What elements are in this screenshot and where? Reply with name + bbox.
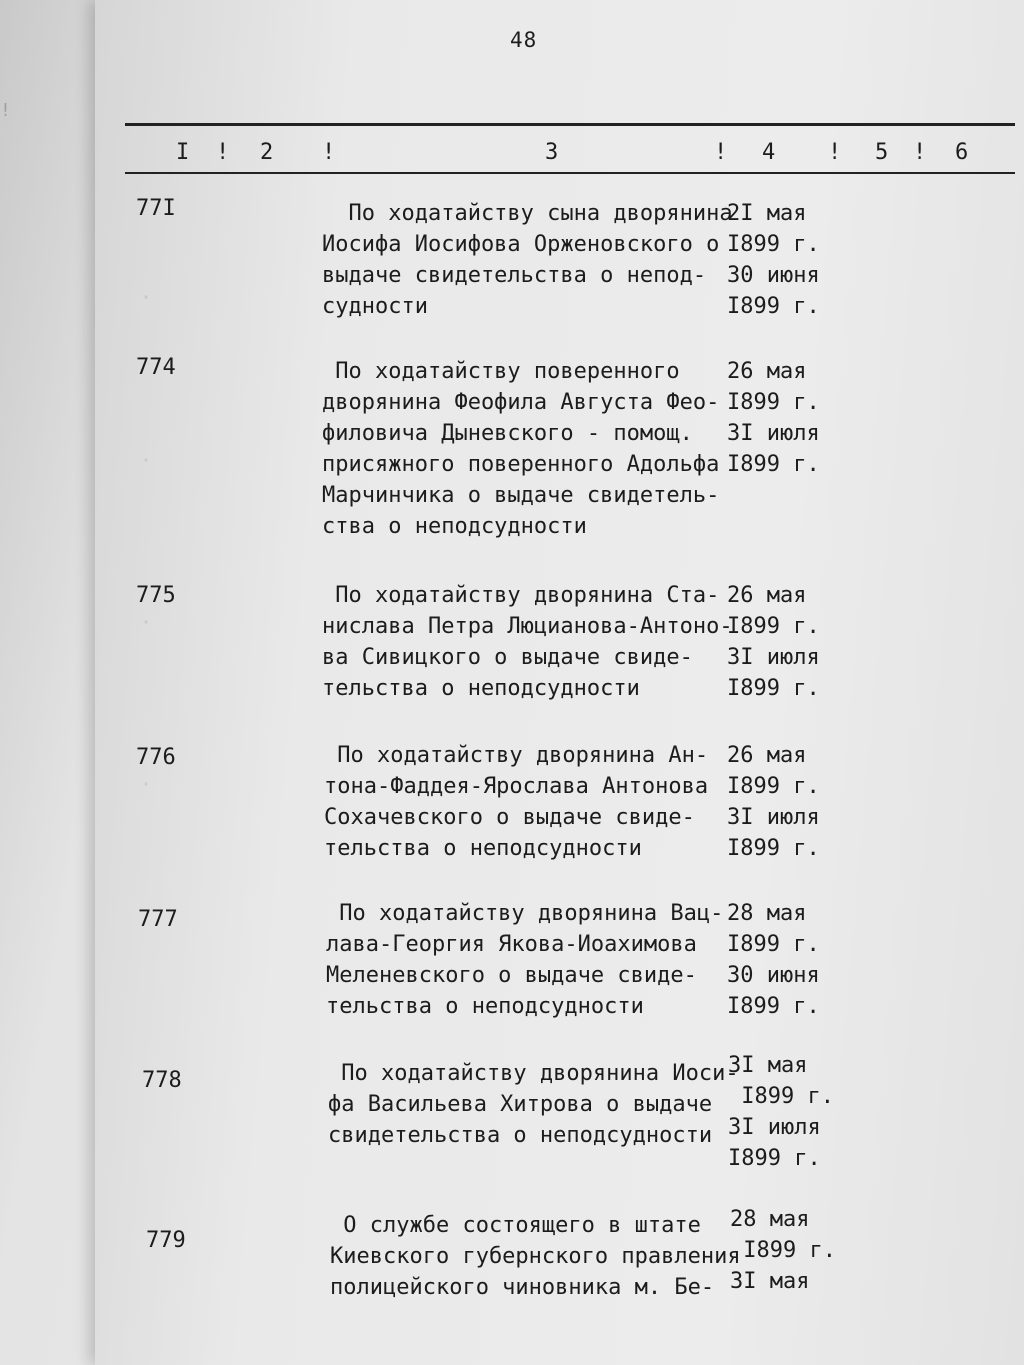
date-line: I899 г.: [727, 676, 820, 701]
date-line: 3I июля: [727, 805, 820, 830]
date-line: I899 г.: [728, 1084, 834, 1109]
entry-description: [328, 1058, 739, 1151]
entry-dates: [727, 356, 820, 480]
desc-line: судности: [322, 294, 428, 319]
bleed-through-mark: ·: [140, 285, 153, 309]
header-separator: !: [216, 140, 230, 165]
date-line: 3I июля: [727, 645, 820, 670]
header-col-5: 5: [875, 140, 889, 165]
date-line: I899 г.: [727, 452, 820, 477]
header-col-2: 2: [260, 140, 274, 165]
entry-dates: [728, 1050, 834, 1174]
date-line: 28 мая: [727, 901, 807, 926]
date-line: 30 июня: [727, 963, 820, 988]
date-line: I899 г.: [727, 932, 820, 957]
desc-line: тельства о неподсудности: [326, 994, 644, 1019]
header-top-rule: [125, 123, 1015, 126]
entry-description: [322, 580, 733, 704]
desc-line: По ходатайству дворянина Ста-: [322, 583, 720, 608]
date-line: 26 мая: [727, 583, 807, 608]
desc-line: нислава Петра Люцианова-Антоно-: [322, 614, 733, 639]
desc-line: ва Сивицкого о выдаче свиде-: [322, 645, 693, 670]
entry-number: 779: [146, 1228, 186, 1253]
date-line: I899 г.: [727, 836, 820, 861]
date-line: I899 г.: [727, 232, 820, 257]
desc-line: полицейского чиновника м. Бе-: [330, 1275, 715, 1300]
desc-line: фа Васильева Хитрова о выдаче: [328, 1092, 713, 1117]
date-line: 3I июля: [728, 1115, 821, 1140]
bleed-through-mark: ·: [140, 610, 153, 634]
desc-line: дворянина Феофила Августа Фео-: [322, 390, 720, 415]
entry-description: [326, 898, 723, 1022]
desc-line: Иосифа Иосифова Орженовского о: [322, 232, 720, 257]
desc-line: По ходатайству дворянина Вац-: [326, 901, 724, 926]
date-line: 3I мая: [728, 1053, 808, 1078]
header-col-1: I: [176, 140, 190, 165]
date-line: 3I мая: [730, 1269, 810, 1294]
date-line: I899 г.: [727, 994, 820, 1019]
desc-line: По ходатайству сына дворянина: [322, 201, 733, 226]
header-separator: !: [913, 140, 927, 165]
header-separator: !: [322, 140, 336, 165]
entry-description: [322, 356, 719, 542]
header-col-3: 3: [545, 140, 559, 165]
desc-line: тельства о неподсудности: [324, 836, 642, 861]
date-line: I899 г.: [727, 614, 820, 639]
date-line: 28 мая: [730, 1207, 810, 1232]
entry-dates: [727, 898, 820, 1022]
desc-line: Меленевского о выдаче свиде-: [326, 963, 697, 988]
date-line: I899 г.: [727, 390, 820, 415]
entry-description: [324, 740, 708, 864]
entry-description: [322, 198, 733, 322]
date-line: 26 мая: [727, 743, 807, 768]
entry-number: 777: [138, 907, 178, 932]
bleed-through-mark: ·: [140, 772, 153, 796]
date-line: I899 г.: [730, 1238, 836, 1263]
date-line: 26 мая: [727, 359, 807, 384]
desc-line: ства о неподсудности: [322, 514, 587, 539]
header-bottom-rule: [125, 172, 1015, 174]
desc-line: лава-Георгия Якова-Иоахимова: [326, 932, 697, 957]
entry-number: 77I: [136, 196, 176, 221]
entry-description: [330, 1210, 741, 1303]
entry-dates: [730, 1204, 836, 1297]
date-line: 3I июля: [727, 421, 820, 446]
desc-line: выдаче свидетельства о непод-: [322, 263, 707, 288]
desc-line: О службе состоящего в штате: [330, 1213, 701, 1238]
date-line: 30 июня: [727, 263, 820, 288]
header-separator: !: [828, 140, 842, 165]
entry-number: 775: [136, 583, 176, 608]
date-line: I899 г.: [728, 1146, 821, 1171]
desc-line: Марчинчика о выдаче свидетель-: [322, 483, 720, 508]
desc-line: свидетельства о неподсудности: [328, 1123, 713, 1148]
desc-line: присяжного поверенного Адольфа: [322, 452, 720, 477]
desc-line: тельства о неподсудности: [322, 676, 640, 701]
entry-number: 778: [142, 1068, 182, 1093]
desc-line: Сохачевского о выдаче свиде-: [324, 805, 695, 830]
desc-line: Киевского губернского правления: [330, 1244, 741, 1269]
desc-line: По ходатайству поверенного: [322, 359, 680, 384]
desc-line: По ходатайству дворянина Иоси-: [328, 1061, 739, 1086]
date-line: I899 г.: [727, 294, 820, 319]
date-line: I899 г.: [727, 774, 820, 799]
desc-line: тона-Фаддея-Ярослава Антонова: [324, 774, 709, 799]
date-line: 2I мая: [727, 201, 807, 226]
entry-dates: [727, 580, 820, 704]
bleed-through-mark: ·: [140, 448, 153, 472]
entry-dates: [727, 740, 820, 864]
entry-dates: [727, 198, 820, 322]
entry-number: 776: [136, 745, 176, 770]
header-separator: !: [714, 140, 728, 165]
entry-number: 774: [136, 355, 176, 380]
page-number: 48: [510, 28, 538, 52]
header-col-6: 6: [955, 140, 969, 165]
desc-line: филовича Дыневского - помощ.: [322, 421, 693, 446]
left-margin-mark: !: [0, 100, 11, 121]
desc-line: По ходатайству дворянина Ан-: [324, 743, 709, 768]
header-col-4: 4: [762, 140, 776, 165]
